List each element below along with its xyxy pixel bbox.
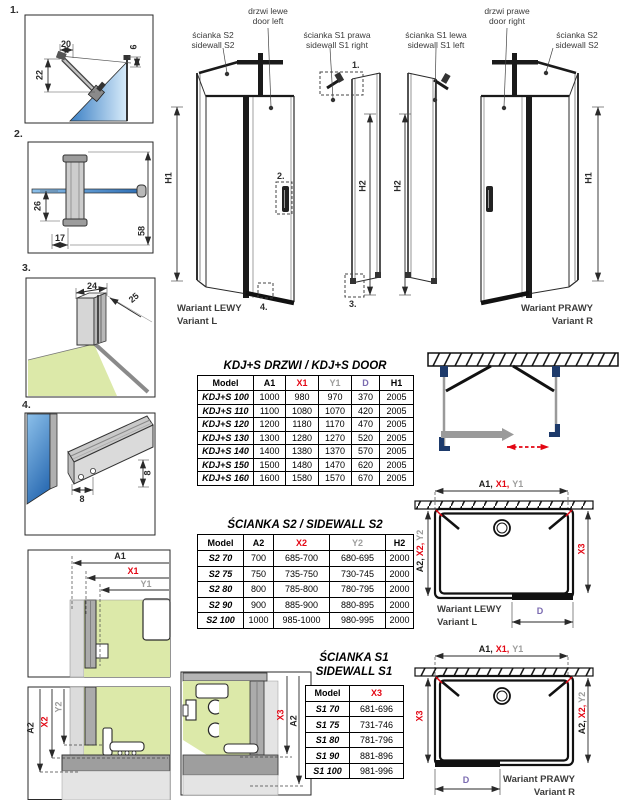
right-sidewall-s1-label-en: sidewall S1 left <box>407 40 465 51</box>
s2-table-title: ŚCIANKA S2 / SIDEWALL S2 <box>227 519 383 531</box>
plan-left-variant-pl: Wariant LEWY <box>437 604 502 615</box>
door-table <box>197 375 414 486</box>
plan-left-dim-x3: X3 <box>576 543 587 555</box>
right-dim-h2: H2 <box>392 180 403 192</box>
detail-1-number: 1. <box>10 4 19 16</box>
section-dim-a1: A1 <box>114 551 126 561</box>
left-door-label <box>248 6 288 26</box>
left-variant-en: Variant L <box>177 315 218 327</box>
detail-3-number: 3. <box>22 262 31 274</box>
right-variant-pl: Wariant PRAWY <box>521 303 593 314</box>
plan-left-top-dim-a1: A1, <box>478 479 493 489</box>
right-variant-caption <box>521 303 593 328</box>
detail-4-dim-8-height: 8 <box>142 470 153 476</box>
s1-table-section <box>305 651 403 779</box>
plan-left-side-dim-y2: Y2 <box>415 529 425 541</box>
detail-2-number: 2. <box>14 128 23 140</box>
right-door-label-en: door right <box>489 16 525 27</box>
s1-table-title-pl: ŚCIANKA S1 <box>319 652 389 664</box>
section-dim-a2-right: A2 <box>288 715 299 727</box>
s2-table-section <box>197 519 413 629</box>
right-dim-h1: H1 <box>583 172 594 184</box>
detail-4-drawing <box>27 414 153 504</box>
table-row: S2 80 800 785-800 780-795 2000 <box>198 582 414 598</box>
plan-left-top-dim-y1: Y1 <box>512 479 524 489</box>
plan-left-variant-en: Variant L <box>437 616 478 628</box>
plan-right-side-dim <box>577 692 587 735</box>
plan-right-side-dim-a2: A2, <box>577 720 587 735</box>
right-door-label <box>484 6 529 26</box>
section-dim-a2-left: A2 <box>25 722 36 734</box>
table-row: KDJ+S 100 1000 980 970 370 2005 <box>198 391 414 405</box>
plan-left-side-dim-a2: A2, <box>415 558 425 573</box>
detail-3-dim-25: 25 <box>126 290 141 305</box>
table-row: KDJ+S 150 1500 1480 1470 620 2005 <box>198 458 414 472</box>
detail-2-dim-17: 17 <box>54 233 66 243</box>
plan-left-dim-d: D <box>536 606 544 616</box>
detail-2-dim-58: 58 <box>136 225 147 237</box>
plan-left-variant-caption <box>437 604 502 629</box>
table-row: KDJ+S 130 1300 1280 1270 520 2005 <box>198 431 414 445</box>
right-variant-en: Variant R <box>551 315 593 327</box>
left-variant-caption <box>177 303 242 328</box>
right-sidewall-s1-label <box>405 30 466 50</box>
plan-left-side-dim <box>415 530 425 573</box>
right-sidewall-s2-label-en: sidewall S2 <box>555 40 599 51</box>
plan-right-top-dim-a1: A1, <box>478 644 493 654</box>
detail-2-dim-26: 26 <box>32 200 43 212</box>
left-sidewall-s2-label <box>192 30 235 50</box>
table-row: S1 70 681-696 <box>306 701 404 717</box>
section-corner-right-drawing <box>183 673 303 795</box>
plan-right-dim-d: D <box>462 775 470 785</box>
left-door-label-en: door left <box>252 16 284 27</box>
plan-left-top-dim <box>479 479 524 489</box>
left-dim-h1: H1 <box>163 172 174 184</box>
table-row: S1 100 981-996 <box>306 763 404 779</box>
plan-right-dim-x3: X3 <box>414 710 425 722</box>
top-view-schematic <box>428 353 618 451</box>
detail-1-dim-6: 6 <box>128 44 139 50</box>
table-row: KDJ+S 160 1600 1580 1570 670 2005 <box>198 472 414 486</box>
right-sidewall-s2-label <box>556 30 599 50</box>
plan-right-top-dim-y1: Y1 <box>512 644 524 654</box>
table-row: S2 75 750 735-750 730-745 2000 <box>198 566 414 582</box>
plan-left-top-dim-x1: X1, <box>495 479 510 489</box>
plan-right-side-dim-x2: X2, <box>577 704 587 719</box>
plan-left-side-dim-x2: X2, <box>415 542 425 557</box>
detail-2-drawing <box>32 152 150 249</box>
right-sidewall-s2-label-pl: ścianka S2 <box>556 30 598 40</box>
section-dim-y2: Y2 <box>53 701 64 713</box>
detail-1-drawing <box>44 44 141 121</box>
section-dim-x1: X1 <box>127 566 139 576</box>
door-table-title: KDJ+S DRZWI / KDJ+S DOOR <box>223 360 387 372</box>
callout-2: 2. <box>277 171 285 181</box>
left-sidewall-s1-label-en: sidewall S1 right <box>306 40 368 51</box>
callout-1: 1. <box>352 60 360 70</box>
left-sidewall-s2-label-en: sidewall S2 <box>191 40 235 51</box>
table-row: S1 90 881-896 <box>306 748 404 764</box>
s1-table-title <box>305 651 403 680</box>
table-row: S2 70 700 685-700 680-695 2000 <box>198 551 414 567</box>
s1-table-header-row: Model X3 <box>306 685 404 701</box>
left-sidewall-s2-label-pl: ścianka S2 <box>192 30 234 40</box>
plan-right-variant-en: Variant R <box>533 786 575 798</box>
section-dim-x2: X2 <box>39 716 50 728</box>
section-dim-y1: Y1 <box>140 579 152 589</box>
left-variant-pl: Wariant LEWY <box>177 303 242 314</box>
table-row: KDJ+S 120 1200 1180 1170 470 2005 <box>198 418 414 432</box>
detail-1-dim-20: 20 <box>60 39 72 49</box>
callout-4: 4. <box>260 302 268 312</box>
right-elevation-drawing <box>399 28 604 303</box>
table-row: S2 90 900 885-900 880-895 2000 <box>198 597 414 613</box>
table-row: S1 80 781-796 <box>306 732 404 748</box>
plan-right-side-dim-y2: Y2 <box>577 691 587 703</box>
plan-right-top-dim <box>479 644 524 654</box>
detail-4-number: 4. <box>22 399 31 411</box>
detail-1-dim-22: 22 <box>34 69 45 81</box>
s1-table-title-en: SIDEWALL S1 <box>315 666 393 679</box>
right-door-label-pl: drzwi prawe <box>484 6 530 16</box>
section-wall-drawing <box>70 556 170 677</box>
s2-table-header-row: Model A2 X2 Y2 H2 <box>198 535 414 551</box>
left-dim-h2: H2 <box>357 180 368 192</box>
left-sidewall-s1-label <box>303 30 370 50</box>
table-row: KDJ+S 140 1400 1380 1370 570 2005 <box>198 445 414 459</box>
detail-4-dim-8-width: 8 <box>79 494 85 504</box>
right-sidewall-s1-label-pl: ścianka S1 lewa <box>405 30 467 40</box>
plan-right-top-dim-x1: X1, <box>495 644 510 654</box>
door-table-header-row: Model A1 X1 Y1 D H1 <box>198 376 414 391</box>
plan-right-variant-pl: Wariant PRAWY <box>503 774 575 785</box>
table-row: S2 100 1000 985-1000 980-995 2000 <box>198 613 414 629</box>
left-sidewall-s1-label-pl: ścianka S1 prawa <box>303 30 371 40</box>
s2-table <box>197 534 414 629</box>
left-elevation-drawing <box>171 28 381 303</box>
plan-right-variant-caption <box>503 774 575 799</box>
s1-table <box>305 685 404 780</box>
detail-3-dim-24: 24 <box>86 281 98 291</box>
section-dim-x3: X3 <box>275 709 286 721</box>
door-table-section <box>197 360 413 486</box>
table-row: KDJ+S 110 1100 1080 1070 420 2005 <box>198 404 414 418</box>
table-row: S1 75 731-746 <box>306 717 404 733</box>
callout-3: 3. <box>349 299 357 309</box>
left-door-label-pl: drzwi lewe <box>248 6 288 16</box>
